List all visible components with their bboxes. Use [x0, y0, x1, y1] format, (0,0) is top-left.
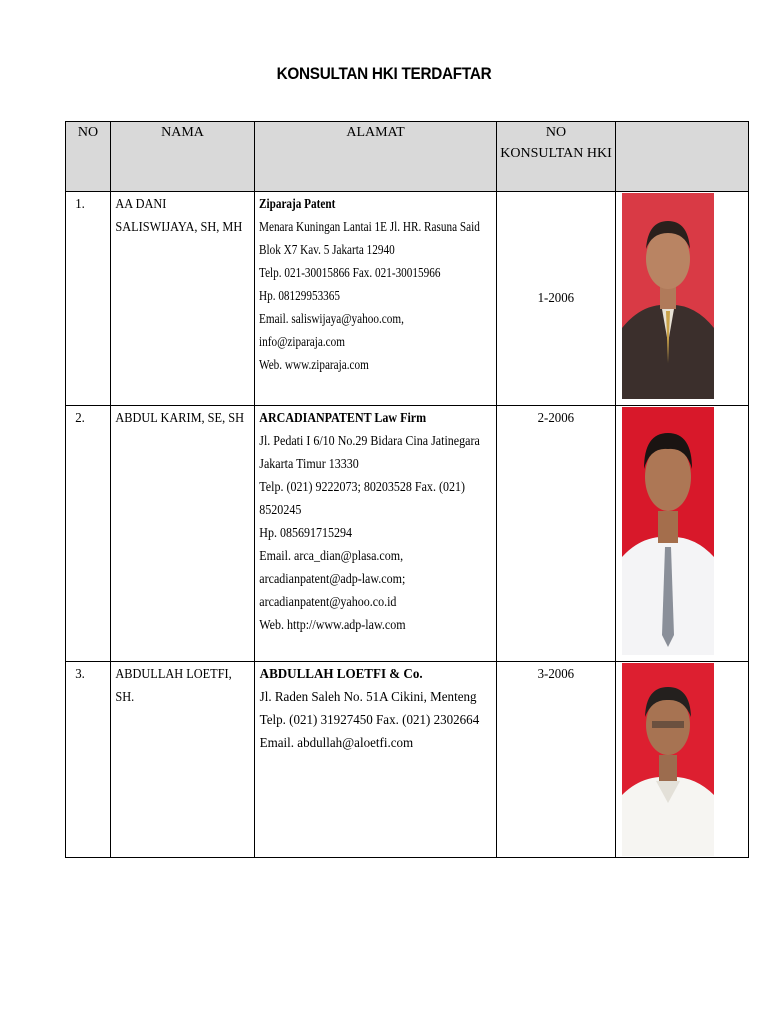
table-row: [66, 406, 749, 662]
firm-name: Ziparaja Patent: [259, 197, 336, 212]
header-no: [66, 122, 111, 192]
email-line: Email. arca_dian@plasa.com,: [259, 549, 404, 564]
consultant-photo: [622, 193, 714, 399]
consultant-table: [65, 121, 749, 858]
phone-line: Telp. (021) 9222073; 80203528 Fax. (021): [259, 480, 465, 495]
consultant-photo: [622, 407, 714, 655]
consultant-name: AA DANI SALISWIJAYA, SH, MH: [115, 197, 243, 235]
header-alamat: [255, 122, 497, 192]
table-header-row: [66, 122, 749, 192]
header-nama-label: NAMA: [161, 125, 204, 140]
address-line: Jl. Raden Saleh No. 51A Cikini, Menteng: [259, 690, 477, 705]
header-no-label: NO: [77, 125, 99, 140]
cell-photo: [616, 192, 749, 406]
email-line: info@ziparaja.com: [259, 335, 345, 350]
cell-no: [66, 662, 111, 858]
cell-nama: [111, 192, 255, 406]
cell-nomor: [497, 192, 616, 406]
portrait-image: [622, 407, 714, 655]
address-block: [255, 662, 484, 756]
header-no-konsultan-line2: KONSULTAN HKI: [500, 146, 612, 161]
header-alamat-label: ALAMAT: [346, 125, 405, 140]
table-row: [66, 192, 749, 406]
cell-nomor: [497, 662, 616, 858]
phone-line: Telp. (021) 31927450 Fax. (021) 2302664: [259, 713, 480, 728]
address-line: Blok X7 Kav. 5 Jakarta 12940: [259, 243, 395, 258]
cell-photo: [616, 406, 749, 662]
row-number: 1.: [75, 197, 85, 212]
email-line: Email. abdullah@aloetfi.com: [259, 736, 414, 751]
address-block: [255, 406, 484, 638]
cell-alamat: [255, 662, 497, 858]
mobile-line: Hp. 085691715294: [259, 526, 353, 541]
cell-no: [66, 406, 111, 662]
consultant-name: ABDULLAH LOETFI, SH.: [115, 667, 232, 705]
header-no-konsultan-line1: NO: [545, 125, 567, 140]
row-number: 3.: [75, 667, 85, 682]
portrait-image: [622, 193, 714, 399]
table-row: [66, 662, 749, 858]
mobile-line: Hp. 08129953365: [259, 289, 341, 304]
header-no-konsultan: [497, 122, 616, 192]
address-block: [255, 192, 484, 378]
email-line: arcadianpatent@adp-law.com;: [259, 572, 406, 587]
consultant-number: 2-2006: [537, 411, 575, 426]
consultant-photo: [622, 663, 714, 856]
firm-name: ARCADIANPATENT Law Firm: [259, 411, 427, 426]
header-photo: [616, 122, 749, 192]
portrait-image: [622, 663, 714, 856]
cell-no: [66, 192, 111, 406]
page-title: KONSULTAN HKI TERDAFTAR: [276, 64, 492, 83]
cell-nama: [111, 406, 255, 662]
address-line: Jl. Pedati I 6/10 No.29 Bidara Cina Jatinegara: [259, 434, 480, 449]
firm-name: ABDULLAH LOETFI & Co.: [259, 667, 423, 682]
web-line: Web. http://www.adp-law.com: [259, 618, 406, 633]
cell-alamat: [255, 406, 497, 662]
cell-nama: [111, 662, 255, 858]
address-line: Jakarta Timur 13330: [259, 457, 359, 472]
consultant-number: 1-2006: [537, 291, 575, 306]
cell-photo: [616, 662, 749, 858]
consultant-number: 3-2006: [537, 667, 575, 682]
cell-alamat: [255, 192, 497, 406]
row-number: 2.: [75, 411, 85, 426]
consultant-name: ABDUL KARIM, SE, SH: [115, 411, 244, 426]
cell-nomor: [497, 406, 616, 662]
email-line: Email. saliswijaya@yahoo.com,: [259, 312, 404, 327]
phone-line: Telp. 021-30015866 Fax. 021-30015966: [259, 266, 441, 281]
web-line: Web. www.ziparaja.com: [259, 358, 369, 373]
phone-line: 8520245: [259, 503, 302, 518]
email-line: arcadianpatent@yahoo.co.id: [259, 595, 397, 610]
address-line: Menara Kuningan Lantai 1E Jl. HR. Rasuna Said: [259, 220, 480, 235]
header-nama: [111, 122, 255, 192]
